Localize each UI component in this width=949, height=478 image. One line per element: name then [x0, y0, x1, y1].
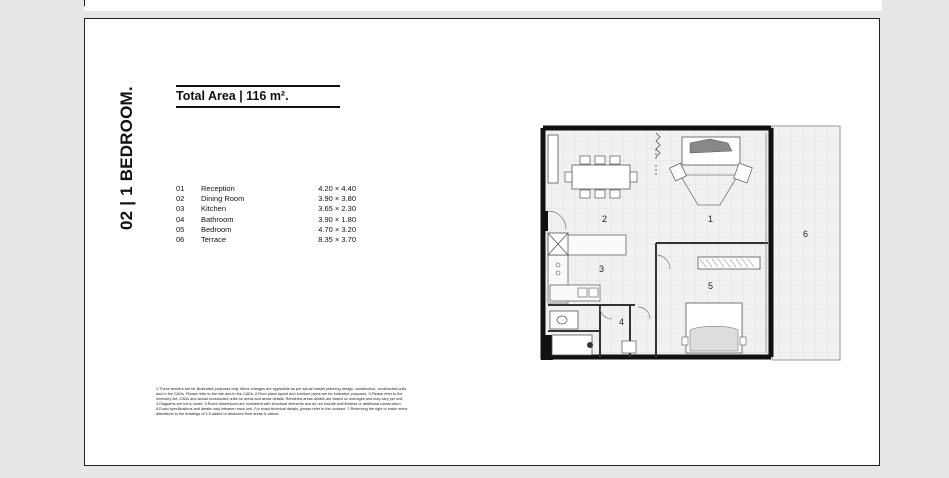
room-name: Kitchen [201, 204, 227, 214]
room-number: 01 [176, 184, 185, 193]
room-name: Reception [201, 184, 235, 193]
room-row [176, 184, 356, 194]
crop-mark [84, 0, 85, 6]
room-label-4: 4 [619, 317, 625, 327]
basin-icon [622, 341, 636, 353]
wall-block [541, 211, 548, 231]
room-dimensions: 3.90 × 3.80 [318, 194, 356, 204]
room-name: Bathroom [201, 214, 234, 224]
wall-block [541, 335, 553, 360]
shower-drain-icon [587, 342, 593, 348]
floor-plan-drawing [540, 125, 842, 363]
nightstand [740, 337, 746, 345]
room-number: 02 [176, 194, 185, 204]
room-row [176, 225, 356, 235]
total-area: Total Area | 116 m². [176, 89, 289, 103]
room-schedule [176, 184, 356, 245]
terrace-area [772, 126, 840, 360]
room-dimensions: 3.90 × 1.80 [318, 214, 356, 224]
top-page-strip [84, 0, 882, 11]
room-number: 05 [176, 224, 185, 234]
title-bottom-rule [176, 106, 340, 108]
bed-blanket [690, 326, 738, 351]
room-dimensions: 3.65 × 2.30 [318, 204, 356, 214]
room-row [176, 215, 356, 225]
room-label-6: 6 [803, 229, 809, 239]
room-dimensions: 4.70 × 3.20 [318, 224, 356, 234]
title-top-rule [176, 85, 340, 87]
room-number: 03 [176, 204, 185, 214]
room-label-5: 5 [708, 281, 714, 291]
room-name: Dining Room [201, 194, 245, 204]
room-dimensions: 8.35 × 3.70 [318, 234, 356, 244]
kitchen-sink-counter [550, 285, 600, 301]
vanity [550, 311, 578, 329]
room-number: 04 [176, 214, 185, 224]
room-name: Bedroom [201, 224, 232, 234]
room-row [176, 194, 356, 204]
room-row [176, 235, 356, 245]
room-label-1: 1 [708, 214, 714, 224]
room-label-3: 3 [599, 264, 605, 274]
room-row [176, 204, 356, 214]
sideboard [548, 135, 558, 183]
room-number: 06 [176, 234, 185, 244]
unit-title: 02 | 1 BEDROOM. [117, 86, 136, 230]
room-dimensions: 4.20 × 4.40 [318, 184, 356, 193]
nightstand [682, 337, 688, 345]
room-name: Terrace [201, 234, 227, 244]
dining-table [572, 165, 630, 189]
shower-tray [552, 335, 592, 355]
room-label-2: 2 [602, 214, 608, 224]
disclaimer-note: 1.These renders are for illustrative purposes only. Minor changes are applicable as per actual master planning design, construction, constructed units and to the CADs. Please refer to the site and to the CADs. 2.Floor plans layout and furniture plans are for indicative purposes. 3.Please refer to the inventory list, CADs and actual constructed units for areas and areas details. Rendered areas details are based on averages and may vary per unit. 4.Diagrams are not to scale. 5.Room dimensions are consistent with structural elements and do not include wall finishes or additional construction. 6.Exact specifications and details vary between each unit. For exact technical details, please refer to the contract. 7.Reserving the right to make minor alterations to the drawings of 1.5 added or deducted from areas & values. [156, 387, 408, 416]
